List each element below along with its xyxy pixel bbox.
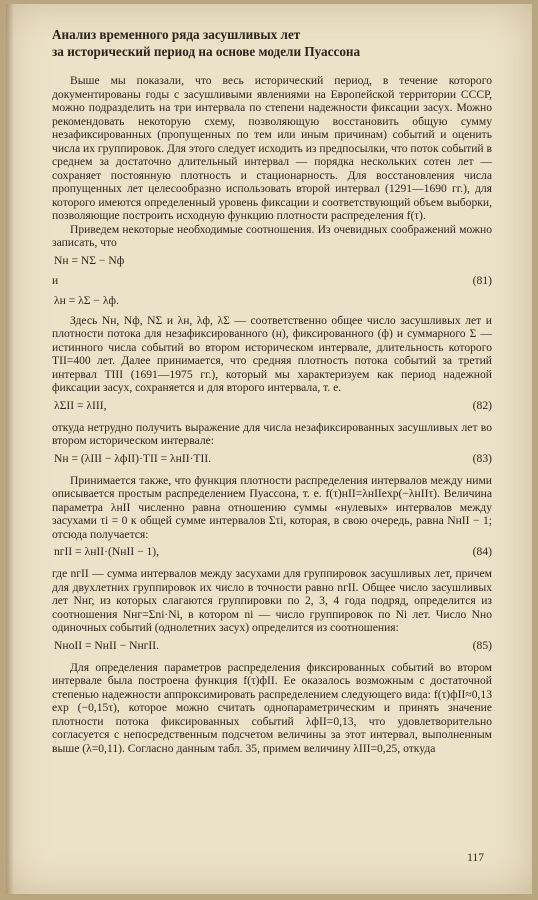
- equation-1: [52, 254, 492, 270]
- paragraph-poisson: Принимается также, что функция плотности распределения интервалов между ними описывается простым распределением Пуассона, т. е. f(τ)нII=λнIIexp(−λнIIτ). Величина параметра λнII численно равна отношению суммы «нулевых» интервалов между засухами τi = 0 к общей сумме интервалов Στi, которая, в свою очередь, равна NнII − 1; отсюда получается:: [52, 473, 492, 541]
- section-title: [52, 26, 492, 60]
- page-content: [52, 26, 492, 755]
- paragraph-derivation: откуда нетрудно получить выражение для числа незафиксированных засушливых лет во втором историческом интервале:: [52, 420, 492, 447]
- equation-84: [52, 545, 492, 563]
- equation-2-expression: λн = λΣ − λф.: [54, 293, 119, 307]
- equation-1-expression: Nн = NΣ − Nф: [54, 253, 125, 267]
- section-title-line-2: за исторический период на основе модели Пуассона: [52, 44, 361, 59]
- equation-83: [52, 452, 492, 470]
- book-page: [6, 4, 532, 894]
- equation-number-83: (83): [472, 451, 492, 465]
- equation-82: [52, 399, 492, 417]
- paragraph-parameters: Для определения параметров распределения фиксированных событий во втором интервале была построена функция f(τ)фII. Ее оказалось возможным с достаточной степенью надежности аппроксимировать распределением следующего вида: f(τ)фII≈0,13 exp (−0,15τ), которое можно считать однопараметрическим и принять значение плотности потока фиксированных событий λфII=0,13, что удовлетворительно согласуется с непосредственным подсчетом величины за этот интервал, выполненным выше (λ=0,11). Согласно данным табл. 35, примем величину λIII=0,25, откуда: [52, 660, 492, 755]
- page-number: 117: [467, 852, 484, 864]
- paragraph-intro: Выше мы показали, что весь исторический период, в течение которого документированы годы с засушливыми явлениями на Европейской территории СССР, можно подразделить на три интервала по степени надежности фиксации засух. Можно рекомендовать некоторую схему, позволяющую восстановить общую сумму незафиксированных (пропущенных по тем или иным причинам) событий и оценить числа их группировок. Для этого следует исходить из предпосылки, что поток событий в среднем за достаточно длительный интервал — порядка нескольких сотен лет — сохраняет постоянную плотность и стационарность. Для восстановления числа пропущенных лет целесообразно использовать второй интервал (1291—1690 гг.), для которого имеются определенный уровень фиксации и соответствующий объем выборки, позволяющие построить исходную функцию плотности распределения f(τ).: [52, 74, 492, 222]
- equation-84-expression: nгII = λнII·(NнII − 1),: [54, 545, 160, 558]
- paragraph-relations: Приведем некоторые необходимые соотношения. Из очевидных соображений можно записать, что: [52, 222, 492, 249]
- conjunction-and: и: [52, 273, 59, 287]
- equation-number-82: (82): [472, 398, 492, 412]
- paragraph-definitions: Здесь Nн, Nф, NΣ и λн, λф, λΣ — соответственно общее число засушливых лет и плотности потока для незафиксированного (н), фиксированного (ф) и суммарного Σ — истинного числа событий во втором историческом интервале, длительность которого TII=400 лет. Далее принимается, что средняя плотность потока событий за третий интервал TIII (1691—1975 гг.), который мы характеризуем как период надежной фиксации засух, сохраняется и для второго интервала, т. е.: [52, 313, 492, 394]
- equation-2: [52, 294, 492, 310]
- section-title-line-1: Анализ временного ряда засушливых лет: [52, 27, 301, 42]
- equation-85-expression: NноII = NнII − NнгII.: [54, 638, 160, 652]
- equation-number-85: (85): [472, 638, 492, 652]
- equation-85: [52, 639, 492, 657]
- equation-83-expression: Nн = (λIII − λфII)·TII = λнII·TII.: [54, 451, 212, 465]
- equation-number-84: (84): [472, 545, 492, 558]
- equation-82-expression: λΣII = λIII,: [54, 398, 107, 412]
- paragraph-groupings: где nгII — сумма интервалов между засухами для группировок засушливых лет, причем для двухлетних группировок их число в точности равно nгII. Общее число засушливых лет Nнг, из которых слагаются группировки по 2, 3, 4 года подряд, определится из соотношения Nнг=Σni·Ni, в котором ni — число группировок по Ni лет. Число Nно одиночных событий (однолетних засух) определится из соотношения:: [52, 567, 492, 634]
- equation-81-row: [52, 274, 492, 290]
- equation-number-81: (81): [472, 273, 492, 287]
